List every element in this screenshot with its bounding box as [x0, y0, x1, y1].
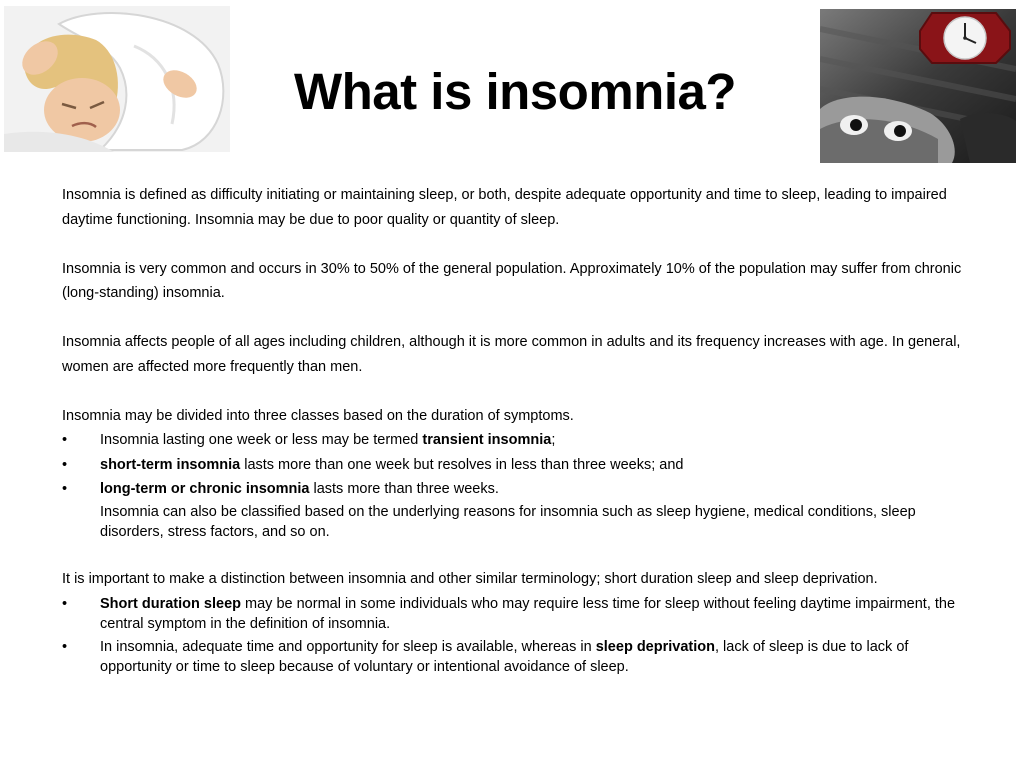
bullet-icon: • [62, 481, 68, 497]
woman-with-pillow-icon [4, 6, 230, 152]
prevalence-paragraph: Insomnia is very common and occurs in 30% to 50% of the general population. Approximately 10% of the population may suffer from chronic (long-standing) insomnia. [62, 260, 962, 301]
list-item: • In insomnia, adequate time and opportunity for sleep is available, whereas in sleep deprivation, lack of sleep is due to lack of opportunity or time to sleep because of voluntary or intentional avoidance of sleep. [62, 638, 909, 675]
bullet-icon: • [62, 432, 68, 448]
bullet-icon: • [62, 456, 68, 473]
slide-title: What is insomnia? [293, 63, 737, 120]
slide-body [62, 183, 967, 680]
sleep-deprivation-term: sleep deprivation [595, 638, 715, 655]
short-duration-sleep-term: Short duration sleep [100, 595, 241, 612]
bullet-icon: • [62, 638, 68, 655]
definition-paragraph: Insomnia is defined as difficulty initiating or maintaining sleep, or both, despite adequate opportunity and time to sleep, leading to impaired daytime functioning. Insomnia may be due to poor quality or quantity of sleep. [62, 187, 947, 228]
clock-face-icon [820, 9, 1016, 163]
short-term-insomnia-term: short-term insomnia [100, 456, 241, 473]
demographics-paragraph: Insomnia affects people of all ages including children, although it is more common in adults and its frequency increases with age. In general, women are affected more frequently than men. [62, 334, 961, 375]
list-item: • long-term or chronic insomnia lasts more than three weeks. [62, 477, 967, 502]
transient-insomnia-term: transient insomnia [422, 432, 552, 448]
list-item: • short-term insomnia lasts more than one week but resolves in less than three weeks; and [62, 453, 967, 478]
sleepless-clock-image [820, 9, 1016, 163]
classes-intro-paragraph: Insomnia may be divided into three classes based on the duration of symptoms. [62, 407, 574, 424]
insomnia-woman-image [4, 6, 230, 152]
list-item: • Insomnia lasting one week or less may be termed transient insomnia; [62, 428, 967, 453]
list-item: • Short duration sleep may be normal in some individuals who may require less time for sleep without feeling daytime impairment, the central symptom in the definition of insomnia. [62, 595, 956, 632]
classification-note: Insomnia can also be classified based on the underlying reasons for insomnia such as sleep hygiene, medical conditions, sleep disorders, stress factors, and so on. [100, 503, 916, 540]
chronic-insomnia-term: long-term or chronic insomnia [100, 481, 310, 497]
bullet-icon: • [62, 595, 68, 612]
distinction-paragraph: It is important to make a distinction between insomnia and other similar terminology; short duration sleep and sleep deprivation. [62, 571, 878, 587]
